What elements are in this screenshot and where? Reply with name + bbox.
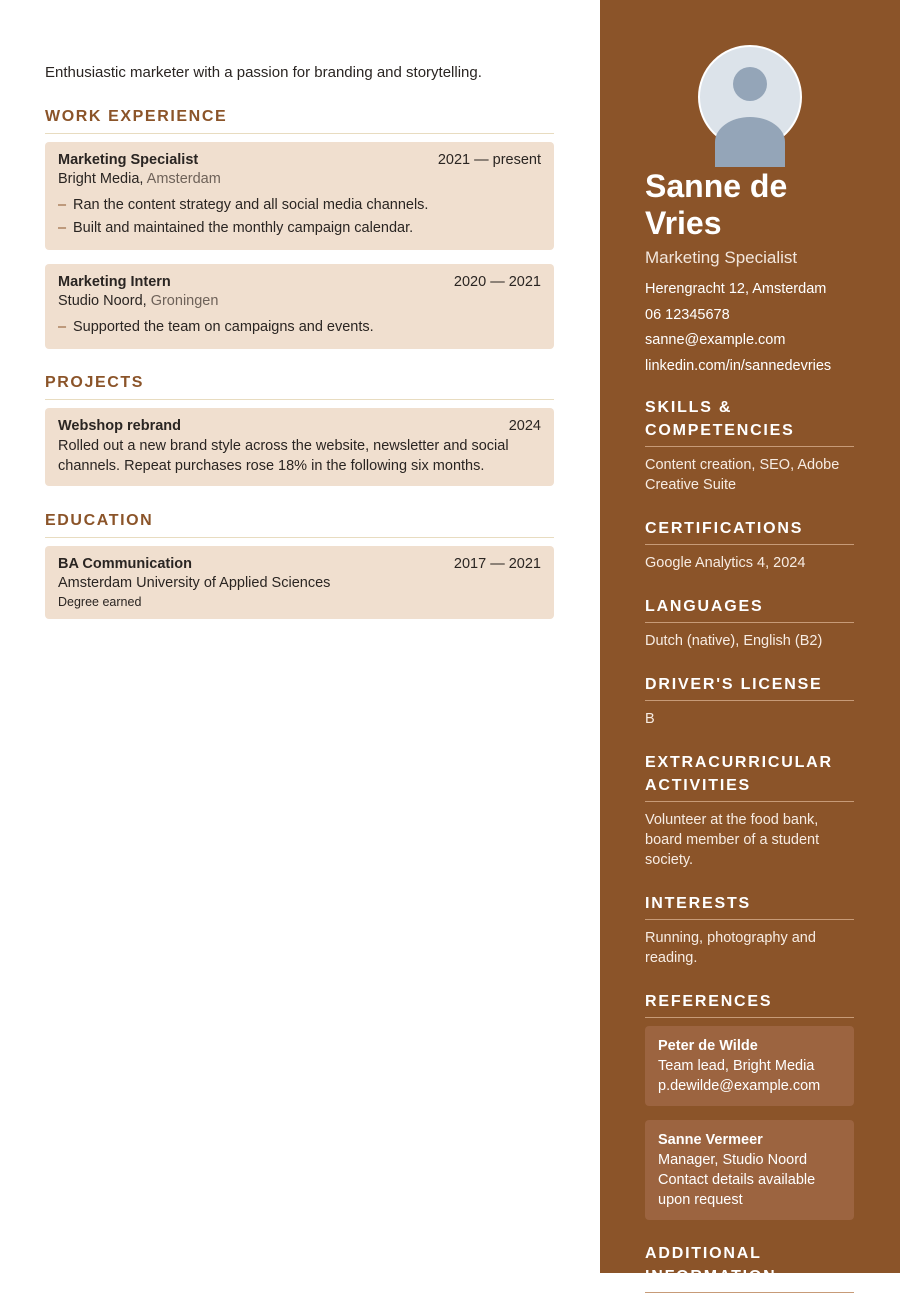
summary: Enthusiastic marketer with a passion for branding and storytelling. <box>45 64 482 81</box>
education-section <box>45 512 554 633</box>
address: Herengracht 12, Amsterdam <box>645 281 827 297</box>
list-item: – Built and maintained the monthly campaign calendar. <box>58 220 414 236</box>
job-role: Marketing Intern <box>58 274 171 290</box>
languages-section <box>645 595 854 651</box>
education-card <box>45 546 554 619</box>
job-dates: 2021 — present <box>437 152 541 168</box>
section-heading: PROJECTS <box>45 374 554 400</box>
work-experience-section <box>45 108 554 363</box>
email-link[interactable]: sanne@example.com <box>645 332 786 348</box>
reference-contact: p.dewilde@example.com <box>658 1078 821 1094</box>
list-item: – Ran the content strategy and all social media channels. <box>58 197 429 213</box>
avatar-head-icon <box>733 67 767 101</box>
section-heading: EDUCATION <box>45 512 554 538</box>
job-bullets <box>58 194 541 240</box>
school: Amsterdam University of Applied Sciences <box>58 575 331 591</box>
reference-role: Team lead, Bright Media <box>658 1058 815 1074</box>
extracurricular-section <box>645 751 854 870</box>
interests-text: Running, photography and reading. <box>645 930 816 966</box>
sidebar <box>600 0 900 1285</box>
section-heading: WORK EXPERIENCE <box>45 108 554 134</box>
reference-role: Manager, Studio Noord <box>658 1152 808 1168</box>
section-heading: CERTIFICATIONS <box>645 517 854 545</box>
drivers-license-section <box>645 673 854 729</box>
languages-text: Dutch (native), English (B2) <box>645 633 823 649</box>
project-title: Webshop rebrand <box>58 418 181 434</box>
interests-section <box>645 892 854 968</box>
job-company <box>58 171 541 187</box>
section-heading: DRIVER'S LICENSE <box>645 673 854 701</box>
projects-section <box>45 374 554 500</box>
phone: 06 12345678 <box>645 306 730 323</box>
skills-section <box>645 396 854 495</box>
job-bullets <box>58 316 541 339</box>
extracurricular-text: Volunteer at the food bank, board member of a student society. <box>645 812 820 868</box>
job-role: Marketing Specialist <box>58 152 199 168</box>
reference-card <box>645 1120 854 1220</box>
degree: BA Communication <box>58 556 192 572</box>
section-heading: ADDITIONAL INFORMATION <box>645 1242 854 1293</box>
job-company <box>58 293 541 309</box>
company-city: Groningen <box>150 293 219 309</box>
company-name: Studio Noord, <box>58 293 147 309</box>
certifications-section <box>645 517 854 573</box>
references-section <box>645 990 854 1234</box>
project-card <box>45 408 554 486</box>
company-name: Bright Media, <box>58 171 144 187</box>
education-dates: 2017 — 2021 <box>453 556 541 572</box>
project-description: Rolled out a new brand style across the website, newsletter and social channels. Repeat purchases rose 18% in the following six months. <box>58 438 509 474</box>
section-heading: REFERENCES <box>645 990 854 1018</box>
candidate-name: Sanne de Vries <box>645 168 788 241</box>
company-city: Amsterdam <box>146 171 221 187</box>
skills-text: Content creation, SEO, Adobe Creative Suite <box>645 457 840 493</box>
reference-card <box>645 1026 854 1106</box>
job-card <box>45 264 554 349</box>
job-card <box>45 142 554 250</box>
job-dates: 2020 — 2021 <box>453 274 541 290</box>
additional-information-section <box>645 1242 854 1301</box>
reference-contact: Contact details available upon request <box>658 1172 816 1208</box>
avatar <box>698 45 802 149</box>
avatar-body-icon <box>715 117 785 167</box>
certifications-text: Google Analytics 4, 2024 <box>645 555 806 571</box>
section-heading: EXTRACURRICULAR ACTIVITIES <box>645 751 854 802</box>
project-year: 2024 <box>508 418 541 434</box>
contact-info <box>645 277 831 379</box>
section-heading: LANGUAGES <box>645 595 854 623</box>
reference-name: Sanne Vermeer <box>658 1132 763 1148</box>
list-item: – Supported the team on campaigns and events. <box>58 319 374 335</box>
education-note: Degree earned <box>58 595 142 609</box>
candidate-title: Marketing Specialist <box>645 248 798 267</box>
linkedin-link[interactable]: linkedin.com/in/sannedevries <box>645 357 832 374</box>
reference-name: Peter de Wilde <box>658 1038 758 1054</box>
section-heading: INTERESTS <box>645 892 854 920</box>
license-text: B <box>645 711 655 727</box>
section-heading: SKILLS & COMPETENCIES <box>645 396 854 447</box>
